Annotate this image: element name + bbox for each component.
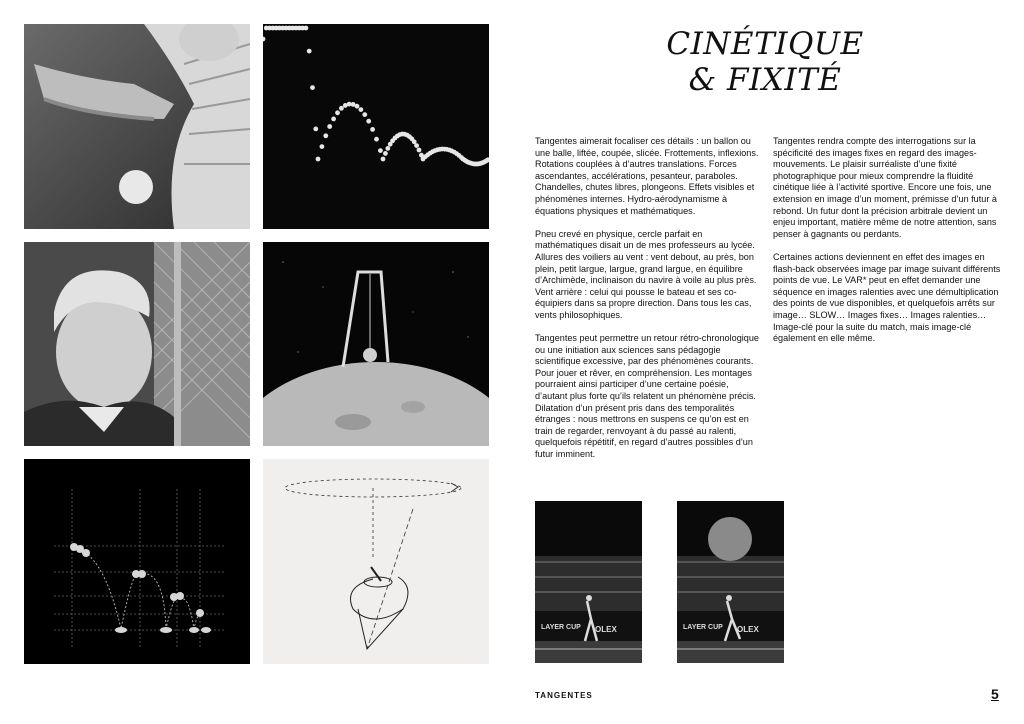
paragraph: Certaines actions deviennent en effet des images en flash-back observées image par image suivant différents points de vue. Le VAR* peut en effet demander une séquence en images ralenties avec une démultiplication des points de vue disponibles, et quelquefois arrêts sur image… SLOW… Images fixes… Images ralenties… Image-clé pour la suite du match, mais image-clé également en elle même.: [773, 251, 1001, 344]
spinning-top-diagram-image: [263, 459, 489, 664]
ball-bounce-diagram-image: [24, 459, 250, 664]
pendulum-on-planet-image: [263, 242, 489, 446]
text-column-left: [535, 136, 763, 472]
title-line-1: CINÉTIQUE: [666, 26, 864, 62]
text-column-right: [773, 136, 1001, 356]
ball-icon: [708, 517, 752, 561]
tennis-player-closeup-image: [24, 24, 250, 229]
young-man-portrait-image: [24, 242, 250, 446]
rolex-banner: OLEX: [595, 625, 617, 634]
paragraph: Tangentes peut permettre un retour rétro-chronologique ou une initiation aux sciences sans pédagogie scientifique excessive, par des phénomènes courants. Pour jouer et rêver, en compréhension. Les montages pourraient ainsi participer d’une certaine poésie, d’autant plus forte qu’ils relatent un phénomène précis. Dilatation d’un présent pris dans des temporalités étranges : nous mettrons en suspens ce qu’on est en train de regarder, renvoyant à du passé au ralenti, quelquefois répétitif, en regard d’autres possibles d’un futur imminent.: [535, 333, 759, 460]
paragraph: Tangentes rendra compte des interrogations sur la spécificité des images fixes en regard des images-mouvements. Le plaisir surréaliste d’une fixité photographique pour mieux comprendre la fluidité cinétique liée à l’activité sportive. Encore une fois, une extension en image d’un moment, prémisse d’un futur à rebond. Un futur dont la précision arbitrale devient un enjeu important, matière même de notre attention, sans penser à gagnants ou perdants.: [773, 136, 997, 239]
title-line-2: & FIXITÉ: [688, 62, 842, 98]
tennis-stadium-photo-left: [535, 501, 642, 663]
tennis-stadium-photo-right: [677, 501, 784, 663]
layer-cup-logo: LAYER CUP: [541, 624, 581, 631]
page-number: 5: [991, 686, 999, 702]
layer-cup-logo: LAYER CUP: [683, 624, 723, 631]
rolex-banner: OLEX: [737, 625, 759, 634]
ball-icon: [119, 170, 153, 204]
paragraph: Tangentes aimerait focaliser ces détails : un ballon ou une balle, liftée, coupée, slicée. Frottements, inflexions. Rotations couplées à d’autres translations. Forces ascendantes, accélérations, pesanteur, paraboles. Chandelles, chutes libres, plongeons. Effets visibles et phénomènes internes. Hydro-aérodynamisme à équations physiques et mathématiques.: [535, 136, 759, 216]
paragraph: Pneu crevé en physique, cercle parfait en mathématiques disait un de mes professeurs au lycée. Allures des voiliers au vent : vent debout, au près, bon plein, petit largue, largue, grand largue, en équilibre d’Archimède, inclinaison du navire à voile au plus près. Vent arrière : celui qui pousse le bateau et ses co-équipiers dans sa propre direction. Dans tous les cas, vents philosophiques.: [535, 228, 757, 320]
page-title: [620, 26, 910, 98]
bouncing-ball-trajectory-image: [263, 24, 489, 229]
footer-brand: TANGENTES: [535, 691, 593, 700]
